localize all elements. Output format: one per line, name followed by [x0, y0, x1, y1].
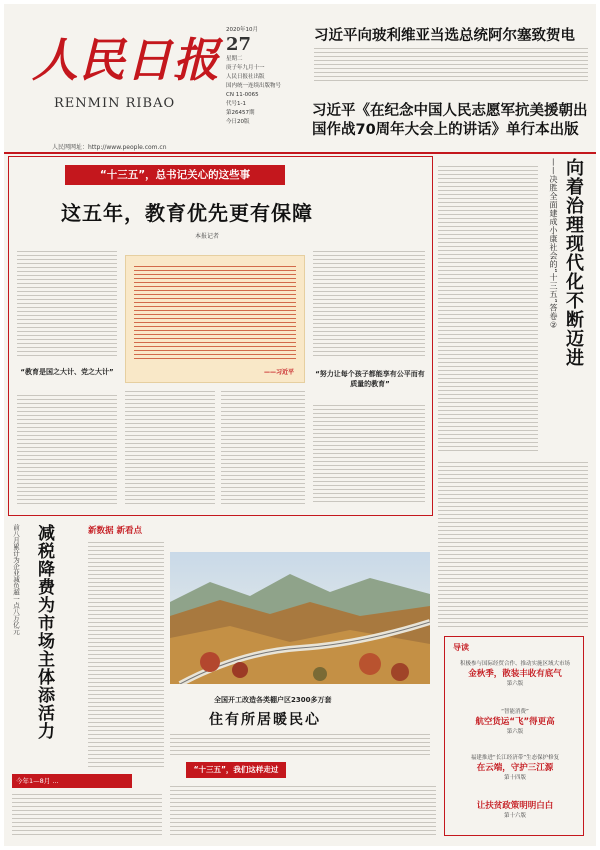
- headline-top1[interactable]: 习近平向玻利维亚当选总统阿尔塞致贺电: [314, 28, 575, 44]
- index-item-page: 第十四版: [503, 775, 526, 781]
- article-text-col2: [125, 389, 215, 505]
- weekday: 星期二: [226, 56, 243, 62]
- index-item[interactable]: [455, 799, 575, 819]
- quote-box: [125, 255, 305, 383]
- index-item-page: 第六版: [506, 681, 524, 687]
- masthead-divider: [4, 152, 596, 154]
- index-item-main: 让扶贫政策明明白白: [476, 801, 554, 811]
- masthead: [4, 4, 304, 154]
- index-item[interactable]: [455, 659, 575, 687]
- index-item-pre: 积极参与国际经贸合作、推动实施区域大市场: [459, 661, 570, 667]
- tax-subhead: 前八月累计为企业减负超一点八万亿元: [12, 524, 20, 635]
- date-month: 2020年10月: [226, 27, 258, 33]
- lunar-date: 庚子年九月十一: [226, 65, 265, 71]
- new-data-tag: 新数据 新看点: [88, 526, 142, 536]
- commentary-title[interactable]: 向着治理现代化不断迈进: [563, 158, 584, 367]
- feature-title[interactable]: 这五年，教育优先更有保障: [61, 201, 313, 225]
- website-line: 人民网网址：http://www.people.com.cn: [52, 144, 167, 151]
- issue-number: 第26457期: [226, 110, 255, 116]
- page-count: 今日20版: [226, 119, 250, 125]
- quote-text: [134, 264, 296, 360]
- postal-code: 代号1-1: [226, 101, 246, 107]
- photo-caption: 全国开工改造各类棚户区2300多万套: [214, 696, 332, 704]
- index-item-page: 第十六版: [503, 813, 526, 819]
- article-text-badge: [12, 792, 162, 838]
- index-item-pre: 福建推进“长江经济带”生态保护修复: [470, 755, 560, 761]
- feature-box: [8, 156, 433, 516]
- article-text-commentary-b: [438, 460, 588, 630]
- article-text-housing-b: [170, 784, 436, 838]
- headline-top2[interactable]: 习近平《在纪念中国人民志愿军抗美援朝出国作战70周年大会上的讲话》单行本出版: [312, 103, 588, 138]
- article-text-col4b: [313, 403, 425, 505]
- article-text-col1b: [17, 393, 117, 505]
- index-title: 导读: [453, 643, 469, 652]
- tax-headline[interactable]: 减税降费为市场主体添活力: [34, 524, 54, 740]
- commentary-subtitle: ——决胜全面建成小康社会的“十三五”答卷②: [549, 158, 558, 330]
- index-item-main: 在云端，守护三江源: [476, 763, 554, 773]
- index-item-main: 金秋季，散装丰收有底气: [468, 669, 562, 679]
- landscape-photo: [170, 552, 430, 684]
- newspaper-pinyin: RENMIN RIBAO: [54, 96, 176, 111]
- article-text-housing-a: [170, 732, 430, 756]
- index-item-page: 第六版: [506, 729, 524, 735]
- autumn-mountain-image: [170, 552, 430, 684]
- feature-kicker: “十三五”，总书记关心的这些事: [65, 165, 285, 185]
- index-box: [444, 636, 584, 836]
- article-text-top1: [314, 46, 588, 84]
- index-item-main: 航空货运“飞”得更高: [475, 717, 555, 727]
- newspaper-logo: 人民日报: [32, 33, 220, 87]
- article-text-col3: [221, 389, 305, 505]
- feature-byline: 本报记者: [195, 233, 220, 240]
- article-text-commentary-a: [438, 164, 538, 454]
- date-day: 27: [226, 34, 252, 55]
- index-item-pre: “智能消费”: [501, 709, 529, 715]
- feature-subhead1: “教育是国之大计、党之大计”: [20, 368, 114, 376]
- data-badge: 今年1—8月 ...: [12, 774, 132, 788]
- issn-a: 国内统一连续出版物号: [226, 83, 282, 89]
- index-item[interactable]: [455, 707, 575, 735]
- feature-subhead2: “努力让每个孩子都能享有公平而有质量的教育”: [315, 370, 425, 388]
- quote-author: ——习近平: [263, 369, 294, 376]
- housing-headline[interactable]: 住有所居暖民心: [209, 712, 321, 728]
- article-text-col4a: [313, 249, 425, 359]
- series-tag: “十三五”，我们这样走过: [186, 762, 286, 778]
- publisher: 人民日报社出版: [226, 74, 265, 80]
- article-text-col1a: [17, 249, 117, 359]
- index-item[interactable]: [455, 753, 575, 781]
- date-block: [226, 26, 298, 127]
- commentary-column: [548, 158, 592, 378]
- issn-b: CN 11-0065: [226, 92, 259, 98]
- newspaper-page: [4, 4, 596, 846]
- article-text-tax: [88, 540, 164, 770]
